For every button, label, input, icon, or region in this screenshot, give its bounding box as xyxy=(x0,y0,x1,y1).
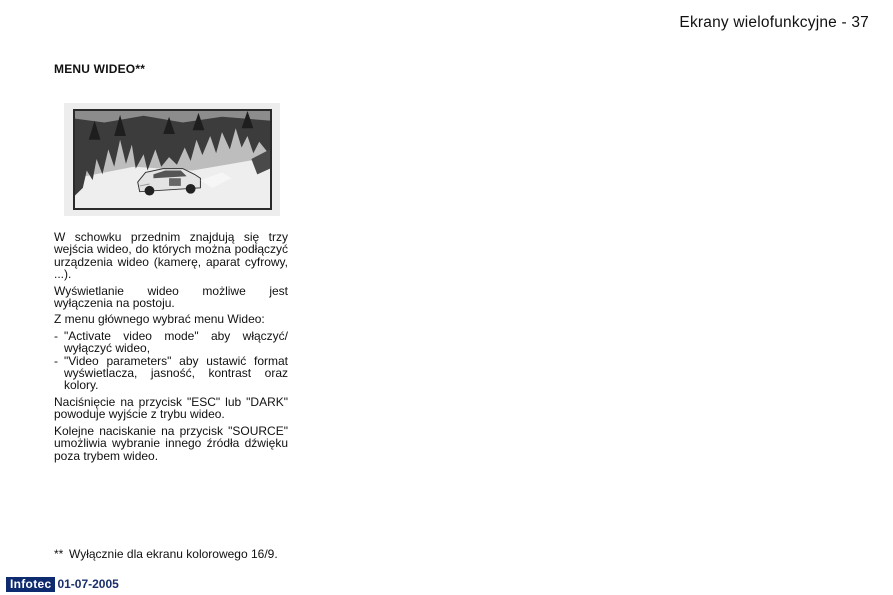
list-item-activate-video xyxy=(54,330,288,355)
list-item-text: "Activate video mode" aby włączyć/ wyłączyć wideo, xyxy=(64,328,288,356)
footnote-mark: ** xyxy=(54,547,64,561)
footnote xyxy=(54,548,288,560)
list-item-text: "Video parameters" aby ustawić format wyświetlacza, jasność, kontrast oraz kolory. xyxy=(64,353,288,393)
paragraph-main-menu: Z menu głównego wybrać menu Wideo: xyxy=(54,312,265,327)
rally-car-image xyxy=(75,111,270,208)
footer xyxy=(6,577,119,592)
footer-date: 01-07-2005 xyxy=(57,577,119,591)
body-text xyxy=(54,231,288,466)
list-item-video-parameters xyxy=(54,355,288,392)
paragraph-parking-only: Wyświetlanie wideo możliwe jest wyłączenia na postoju. xyxy=(54,283,288,311)
infotec-logo: Infotec xyxy=(6,577,55,592)
video-photo-area xyxy=(64,103,280,216)
list-dash: - xyxy=(54,328,58,343)
rally-car-photo xyxy=(73,109,272,210)
paragraph-esc-dark: Naciśnięcie na przycisk "ESC" lub "DARK" powoduje wyjście z trybu wideo. xyxy=(54,394,288,422)
paragraph-video-inputs: W schowku przednim znajdują się trzy wejścia wideo, do których można podłączyć urządzenia wideo (kamerę, aparat cyfrowy, ...). xyxy=(54,230,288,282)
list-dash: - xyxy=(54,353,58,368)
page-header-title: Ekrany wielofunkcyjne - 37 xyxy=(679,14,869,31)
section-title: MENU WIDEO** xyxy=(54,62,146,76)
paragraph-source: Kolejne naciskanie na przycisk "SOURCE" umożliwia wybranie innego źródła dźwięku poza trybem wideo. xyxy=(54,423,288,463)
footnote-text: Wyłącznie dla ekranu kolorowego 16/9. xyxy=(69,547,278,561)
